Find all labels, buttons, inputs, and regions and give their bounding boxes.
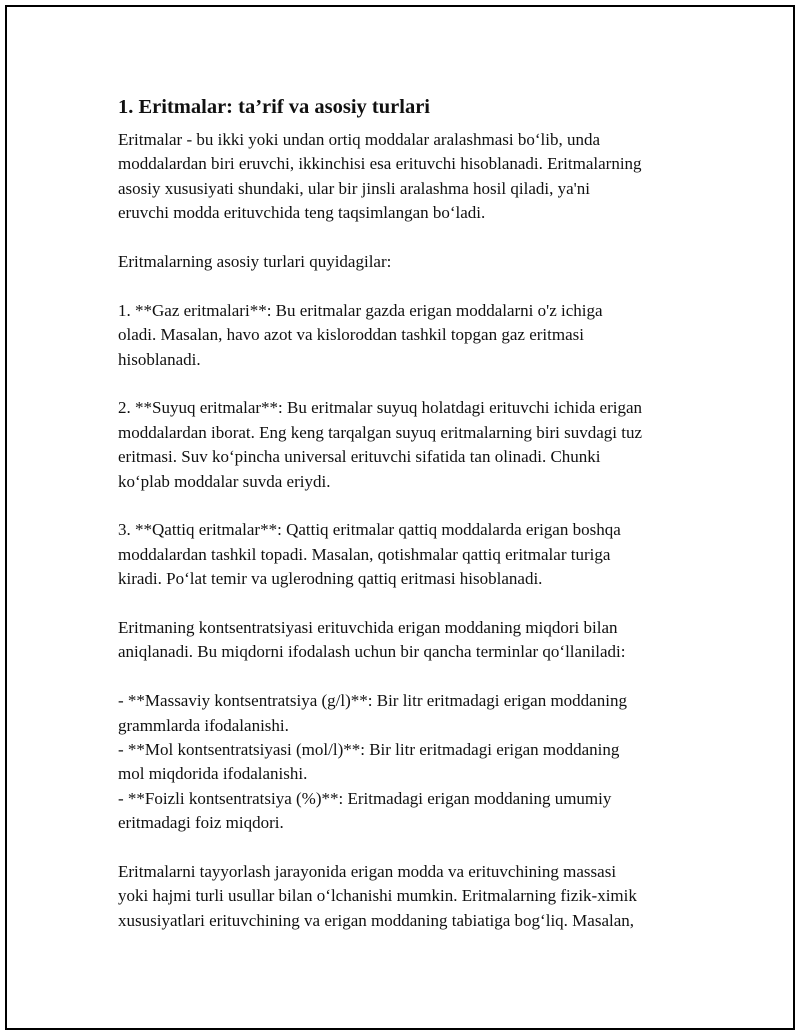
paragraph-concentration <box>118 616 688 665</box>
paragraph-gas-solutions <box>118 299 688 372</box>
list-item: grammlarda ifodalanishi. <box>118 715 289 735</box>
text-line: moddalardan tashkil topadi. Masalan, qotishmalar qattiq eritmalar turiga <box>118 544 611 564</box>
text-line: moddalardan biri eruvchi, ikkinchisi esa erituvchi hisoblanadi. Eritmalarning <box>118 154 642 174</box>
list-item: - **Massaviy kontsentratsiya (g/l)**: Bir litr eritmadagi erigan moddaning <box>118 691 627 711</box>
paragraph-definition <box>118 128 688 226</box>
text-line: asosiy xususiyati shundaki, ular bir jinsli aralashma hosil qiladi, ya'ni <box>118 178 590 198</box>
list-item: - **Mol kontsentratsiyasi (mol/l)**: Bir litr eritmadagi erigan moddaning <box>118 740 620 760</box>
text-line: oladi. Masalan, havo azot va kisloroddan tashkil topgan gaz eritmasi <box>118 325 584 345</box>
list-item: eritmadagi foiz miqdori. <box>118 813 284 833</box>
text-line: hisoblanadi. <box>118 349 201 369</box>
text-line: ko‘plab moddalar suvda eriydi. <box>118 471 331 491</box>
text-line: eruvchi modda erituvchida teng taqsimlangan bo‘ladi. <box>118 203 486 223</box>
text-line: 1. **Gaz eritmalari**: Bu eritmalar gazda erigan moddalarni o'z ichiga <box>118 300 603 320</box>
text-line: 3. **Qattiq eritmalar**: Qattiq eritmalar qattiq moddalarda erigan boshqa <box>118 520 621 540</box>
text-line: aniqlanadi. Bu miqdorni ifodalash uchun bir qancha terminlar qo‘llaniladi: <box>118 642 626 662</box>
text-line: Eritmaning kontsentratsiyasi erituvchida erigan moddaning miqdori bilan <box>118 618 618 638</box>
text-line: 2. **Suyuq eritmalar**: Bu eritmalar suyuq holatdagi erituvchi ichida erigan <box>118 398 643 418</box>
page-title: 1. Eritmalar: ta’rif va asosiy turlari <box>118 96 430 118</box>
text-line: eritmasi. Suv ko‘pincha universal erituvchi sifatida tan olinadi. Chunki <box>118 447 601 467</box>
text-line: yoki hajmi turli usullar bilan o‘lchanishi mumkin. Eritmalarning fizik-ximik <box>118 886 637 906</box>
list-concentration-terms <box>118 689 688 835</box>
document-body <box>118 95 688 933</box>
list-item: mol miqdorida ifodalanishi. <box>118 764 308 784</box>
paragraph-liquid-solutions <box>118 396 688 494</box>
paragraph-preparation <box>118 860 688 933</box>
text-line: Eritmalarning asosiy turlari quyidagilar: <box>118 252 392 272</box>
paragraph-solid-solutions <box>118 518 688 591</box>
text-line: kiradi. Po‘lat temir va uglerodning qattiq eritmasi hisoblanadi. <box>118 569 543 589</box>
text-line: moddalardan iborat. Eng keng tarqalgan suyuq eritmalarning biri suvdagi tuz <box>118 422 643 442</box>
paragraph-types-intro <box>118 250 688 274</box>
text-line: Eritmalar - bu ikki yoki undan ortiq moddalar aralashmasi bo‘lib, unda <box>118 130 601 149</box>
text-line: xususiyatlari erituvchining va erigan moddaning tabiatiga bog‘liq. Masalan, <box>118 910 635 930</box>
text-line: Eritmalarni tayyorlash jarayonida erigan modda va erituvchining massasi <box>118 862 617 882</box>
list-item: - **Foizli kontsentratsiya (%)**: Eritmadagi erigan moddaning umumiy <box>118 788 612 808</box>
